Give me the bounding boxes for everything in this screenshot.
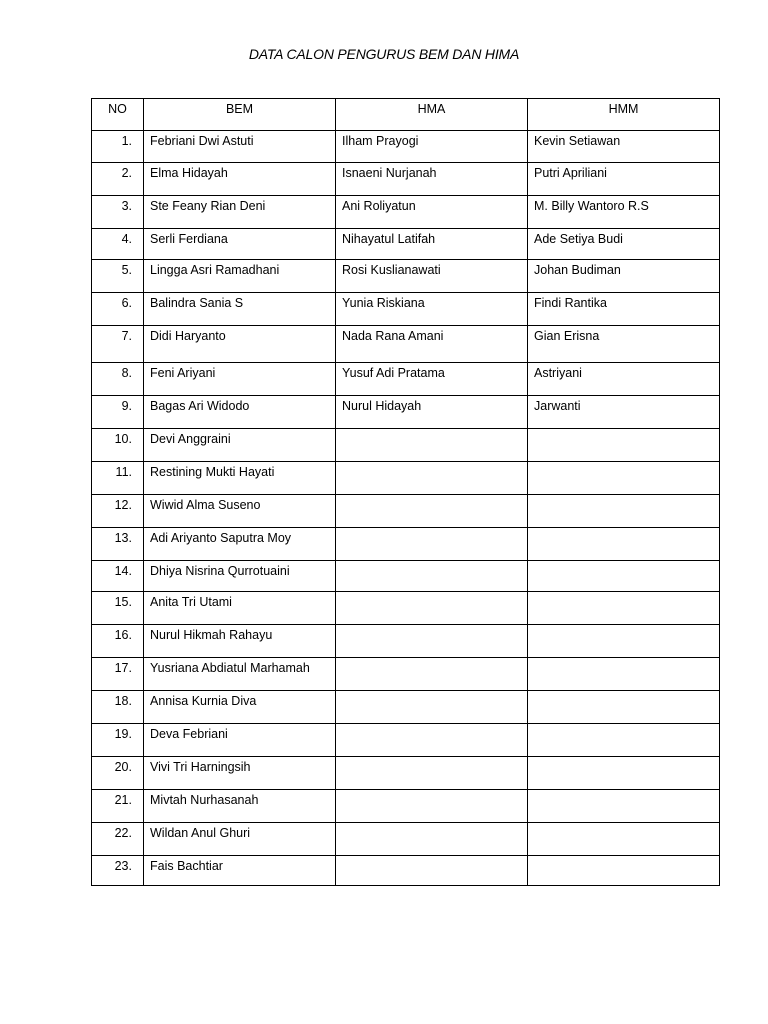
cell-bem: Fais Bachtiar [144, 856, 336, 886]
cell-hmm [528, 691, 720, 724]
cell-hmm [528, 658, 720, 691]
table-row [92, 561, 720, 592]
cell-hmm [528, 856, 720, 886]
cell-hma [336, 528, 528, 561]
header-bem: BEM [144, 99, 336, 131]
header-no: NO [92, 99, 144, 131]
cell-bem: Yusriana Abdiatul Marhamah [144, 658, 336, 691]
cell-hmm: Findi Rantika [528, 293, 720, 326]
cell-bem: Restining Mukti Hayati [144, 462, 336, 495]
cell-bem: Deva Febriani [144, 724, 336, 757]
table-row [92, 396, 720, 429]
header-hmm: HMM [528, 99, 720, 131]
candidate-table [91, 98, 720, 886]
cell-bem: Bagas Ari Widodo [144, 396, 336, 429]
table-row [92, 691, 720, 724]
table-row [92, 363, 720, 396]
cell-no: 13. [92, 528, 144, 561]
cell-hmm: Gian Erisna [528, 326, 720, 363]
cell-hmm [528, 757, 720, 790]
cell-no: 19. [92, 724, 144, 757]
cell-bem: Dhiya Nisrina Qurrotuaini [144, 561, 336, 592]
cell-hma [336, 495, 528, 528]
cell-hma: Yunia Riskiana [336, 293, 528, 326]
table-row [92, 163, 720, 196]
cell-no: 4. [92, 229, 144, 260]
cell-no: 22. [92, 823, 144, 856]
table-row [92, 429, 720, 462]
cell-bem: Wiwid Alma Suseno [144, 495, 336, 528]
cell-hmm [528, 790, 720, 823]
cell-hma [336, 823, 528, 856]
cell-hmm [528, 495, 720, 528]
cell-hma: Nihayatul Latifah [336, 229, 528, 260]
cell-bem: Wildan Anul Ghuri [144, 823, 336, 856]
cell-hma [336, 856, 528, 886]
table-row [92, 856, 720, 886]
table-header-row [92, 99, 720, 131]
cell-no: 7. [92, 326, 144, 363]
cell-hmm: Kevin Setiawan [528, 131, 720, 163]
cell-no: 12. [92, 495, 144, 528]
cell-hma [336, 592, 528, 625]
cell-no: 5. [92, 260, 144, 293]
cell-hma: Nurul Hidayah [336, 396, 528, 429]
cell-no: 18. [92, 691, 144, 724]
cell-hmm [528, 724, 720, 757]
cell-hma [336, 625, 528, 658]
cell-no: 23. [92, 856, 144, 886]
table-row [92, 592, 720, 625]
table-body [92, 131, 720, 886]
cell-bem: Adi Ariyanto Saputra Moy [144, 528, 336, 561]
cell-bem: Nurul Hikmah Rahayu [144, 625, 336, 658]
table-row [92, 528, 720, 561]
table-row [92, 823, 720, 856]
cell-no: 9. [92, 396, 144, 429]
cell-hmm [528, 625, 720, 658]
cell-hmm [528, 561, 720, 592]
cell-hmm [528, 528, 720, 561]
table-row [92, 293, 720, 326]
table-row [92, 196, 720, 229]
cell-bem: Elma Hidayah [144, 163, 336, 196]
cell-bem: Didi Haryanto [144, 326, 336, 363]
table-row [92, 658, 720, 691]
cell-hmm: Astriyani [528, 363, 720, 396]
table-row [92, 625, 720, 658]
header-hma: HMA [336, 99, 528, 131]
table-row [92, 326, 720, 363]
cell-bem: Annisa Kurnia Diva [144, 691, 336, 724]
table-row [92, 790, 720, 823]
cell-hmm [528, 592, 720, 625]
cell-hma: Ani Roliyatun [336, 196, 528, 229]
cell-hmm: M. Billy Wantoro R.S [528, 196, 720, 229]
table-row [92, 131, 720, 163]
cell-no: 21. [92, 790, 144, 823]
cell-bem: Ste Feany Rian Deni [144, 196, 336, 229]
cell-bem: Feni Ariyani [144, 363, 336, 396]
cell-bem: Serli Ferdiana [144, 229, 336, 260]
cell-no: 3. [92, 196, 144, 229]
table-row [92, 229, 720, 260]
cell-no: 20. [92, 757, 144, 790]
cell-no: 17. [92, 658, 144, 691]
document-title: DATA CALON PENGURUS BEM DAN HIMA [248, 46, 520, 62]
cell-hma [336, 757, 528, 790]
cell-hmm: Putri Apriliani [528, 163, 720, 196]
cell-no: 1. [92, 131, 144, 163]
cell-bem: Anita Tri Utami [144, 592, 336, 625]
table-row [92, 260, 720, 293]
cell-no: 2. [92, 163, 144, 196]
cell-no: 15. [92, 592, 144, 625]
cell-hma [336, 724, 528, 757]
cell-bem: Febriani Dwi Astuti [144, 131, 336, 163]
cell-hma [336, 790, 528, 823]
cell-no: 10. [92, 429, 144, 462]
cell-hma: Ilham Prayogi [336, 131, 528, 163]
cell-no: 16. [92, 625, 144, 658]
cell-hma [336, 691, 528, 724]
cell-hma: Yusuf Adi Pratama [336, 363, 528, 396]
cell-bem: Vivi Tri Harningsih [144, 757, 336, 790]
cell-hmm [528, 823, 720, 856]
table-row [92, 462, 720, 495]
cell-no: 11. [92, 462, 144, 495]
cell-bem: Mivtah Nurhasanah [144, 790, 336, 823]
cell-bem: Lingga Asri Ramadhani [144, 260, 336, 293]
table-row [92, 757, 720, 790]
cell-hmm: Johan Budiman [528, 260, 720, 293]
cell-no: 8. [92, 363, 144, 396]
cell-no: 6. [92, 293, 144, 326]
cell-hma: Isnaeni Nurjanah [336, 163, 528, 196]
cell-hma [336, 462, 528, 495]
cell-hma [336, 658, 528, 691]
cell-hmm: Jarwanti [528, 396, 720, 429]
cell-hmm: Ade Setiya Budi [528, 229, 720, 260]
cell-hma: Rosi Kuslianawati [336, 260, 528, 293]
cell-bem: Balindra Sania S [144, 293, 336, 326]
table-row [92, 495, 720, 528]
cell-bem: Devi Anggraini [144, 429, 336, 462]
cell-hma [336, 561, 528, 592]
cell-hmm [528, 429, 720, 462]
cell-hma: Nada Rana Amani [336, 326, 528, 363]
cell-hmm [528, 462, 720, 495]
table-row [92, 724, 720, 757]
cell-no: 14. [92, 561, 144, 592]
cell-hma [336, 429, 528, 462]
